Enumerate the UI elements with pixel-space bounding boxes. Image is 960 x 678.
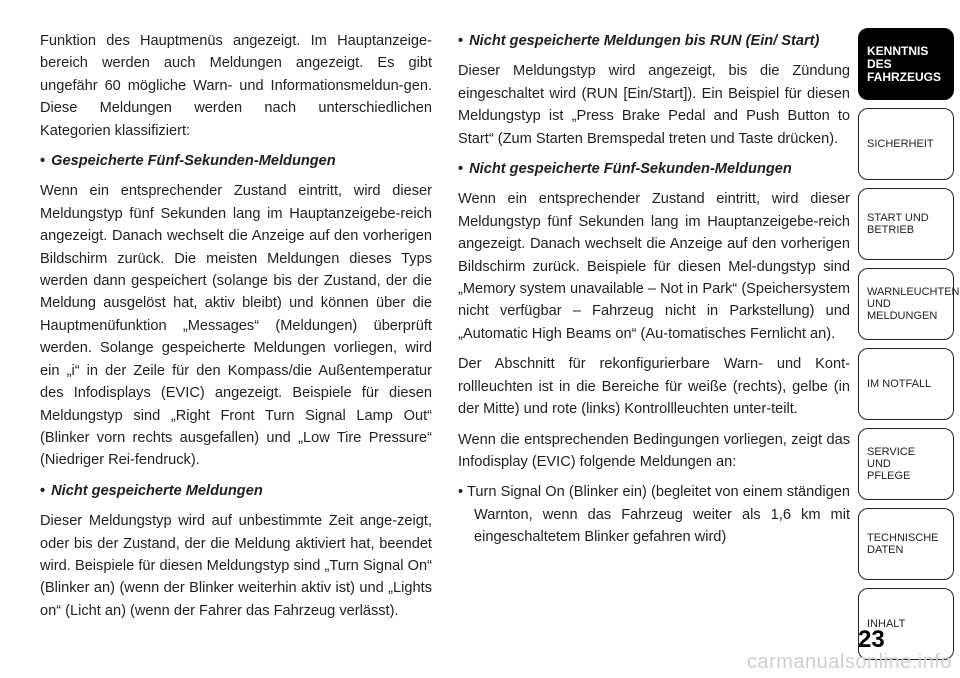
- paragraph: Der Abschnitt für rekonfigurierbare Warn- und Kont-rollleuchten ist in die Bereiche für weiße (rechts), gelbe (in der Mitte) und rote (links) Kontrollleuchten unter-teilt.: [458, 356, 850, 418]
- chapter-tab[interactable]: [858, 428, 954, 500]
- chapter-tab[interactable]: [858, 508, 954, 580]
- chapter-tab-label: PFLEGE: [867, 470, 911, 482]
- left-column: [40, 30, 432, 630]
- chapter-tab-label: UND: [867, 298, 891, 310]
- paragraph: Dieser Meldungstyp wird angezeigt, bis die Zündung eingeschaltet wird (RUN [Ein/Start]). Ein Beispiel für diesen Meldungstyp ist „Press Brake Pedal and Push Button to Start“ (Zum Starten Bremspedal treten und Taste drücken).: [458, 63, 850, 147]
- bullet-icon: •: [40, 153, 46, 170]
- heading-text: Nicht gespeicherte Fünf-Sekunden-Meldungen: [469, 161, 792, 178]
- paragraph: Wenn ein entsprechender Zustand eintritt, wird dieser Meldungstyp fünf Sekunden lang im Hauptanzeigebe-reich angezeigt. Danach wechselt die Anzeige auf den vorherigen Bildschirm zurück. Beispiele für diesen Mel-dungstyp sind „Memory system unavailable – Not in Park“ (Speichersystem nicht verfügbar – Fahrzeug nicht in Parkstellung) und „Automatic High Beams on“ (Au-tomatisches Fernlicht an).: [458, 191, 850, 342]
- chapter-tab[interactable]: [858, 348, 954, 420]
- chapter-tab-label: IM NOTFALL: [867, 378, 932, 390]
- list-item-text: Turn Signal On (Blinker ein) (begleitet von einem ständigen Warnton, wenn das Fahrzeug weiter als 1,6 km mit eingeschaltetem Blinker gefahren wird): [466, 484, 850, 546]
- chapter-tabs: [858, 28, 960, 668]
- bullet-icon: •: [458, 484, 464, 501]
- heading-text: Gespeicherte Fünf-Sekunden-Meldungen: [51, 153, 336, 170]
- section-heading: [40, 480, 432, 502]
- chapter-tab-label: FAHRZEUGS: [867, 69, 942, 84]
- paragraph: Wenn die entsprechenden Bedingungen vorliegen, zeigt das Infodisplay (EVIC) folgende Meldungen an:: [458, 431, 850, 470]
- page-number: 23: [858, 626, 885, 653]
- chapter-tab-label: TECHNISCHE: [867, 532, 939, 544]
- chapter-tab-label: DES: [867, 56, 892, 71]
- chapter-tab[interactable]: [858, 108, 954, 180]
- section-heading: [40, 150, 432, 172]
- heading-text: Nicht gespeicherte Meldungen bis RUN (Ein/ Start): [469, 33, 820, 49]
- chapter-tab-label: BETRIEB: [867, 224, 915, 236]
- watermark: carmanualsonline.info: [746, 651, 952, 673]
- list-item: [458, 481, 850, 548]
- chapter-tab-label: KENNTNIS: [867, 43, 929, 58]
- bullet-icon: •: [40, 482, 46, 499]
- chapter-tab-label: SICHERHEIT: [867, 138, 934, 150]
- chapter-tab-label: DATEN: [867, 544, 904, 556]
- chapter-tab-label: SERVICE: [867, 446, 916, 458]
- chapter-tab-label: UND: [867, 458, 891, 470]
- chapter-tab-label: INHALT: [867, 618, 906, 630]
- bullet-icon: •: [458, 161, 464, 178]
- chapter-tab[interactable]: [858, 268, 960, 340]
- paragraph: Dieser Meldungstyp wird auf unbestimmte Zeit ange-zeigt, oder bis der Zustand, der die Meldung aktiviert hat, beendet wird. Beispiele für diesen Meldungstyp sind „Turn Signal On“ (Blinker an) (wenn der Blinker weiterhin aktiv ist) und „Lights on“ (Licht an) (wenn der Fahrer das Fahrzeug verlässt).: [40, 513, 432, 619]
- section-heading: [458, 30, 850, 52]
- heading-text: Nicht gespeicherte Meldungen: [51, 482, 263, 499]
- chapter-tab[interactable]: [858, 28, 954, 100]
- section-heading: [458, 158, 850, 180]
- paragraph: Funktion des Hauptmenüs angezeigt. Im Hauptanzeige-bereich werden auch Meldungen angezeigt. Es gibt ungefähr 60 mögliche Warn- und Informationsmeldun-gen. Diese Meldungen werden nach unterschiedlichen Kategorien klassifiziert:: [40, 33, 432, 139]
- chapter-tab-label: START UND: [867, 212, 929, 224]
- chapter-tab-label: MELDUNGEN: [867, 310, 938, 322]
- right-column: [458, 30, 850, 557]
- bullet-icon: •: [458, 33, 464, 49]
- chapter-tab[interactable]: [858, 188, 954, 260]
- paragraph: Wenn ein entsprechender Zustand eintritt, wird dieser Meldungstyp fünf Sekunden lang im Hauptanzeigebe-reich angezeigt. Danach wechselt die Anzeige auf den vorherigen Bildschirm zurück. Die meisten Meldungen dieses Typs werden dann gespeichert (solange bis der Zustand, der die Meldung ausgelöst hat, aktiv bleibt) und können über die Hauptmenüfunktion „Messages“ (Meldungen) überprüft werden. Solange gespeicherte Meldungen vorliegen, wird ein „i“ in der Zeile für den Kompass/die Außentemperatur des Infodisplays (EVIC) angezeigt. Beispiele für diesen Meldungstyp sind „Right Front Turn Signal Lamp Out“ (Blinker vorn rechts ausgefallen) und „Low Tire Pressure“ (Niedriger Rei-fendruck).: [40, 183, 432, 469]
- chapter-tab-label: WARNLEUCHTEN: [867, 286, 960, 298]
